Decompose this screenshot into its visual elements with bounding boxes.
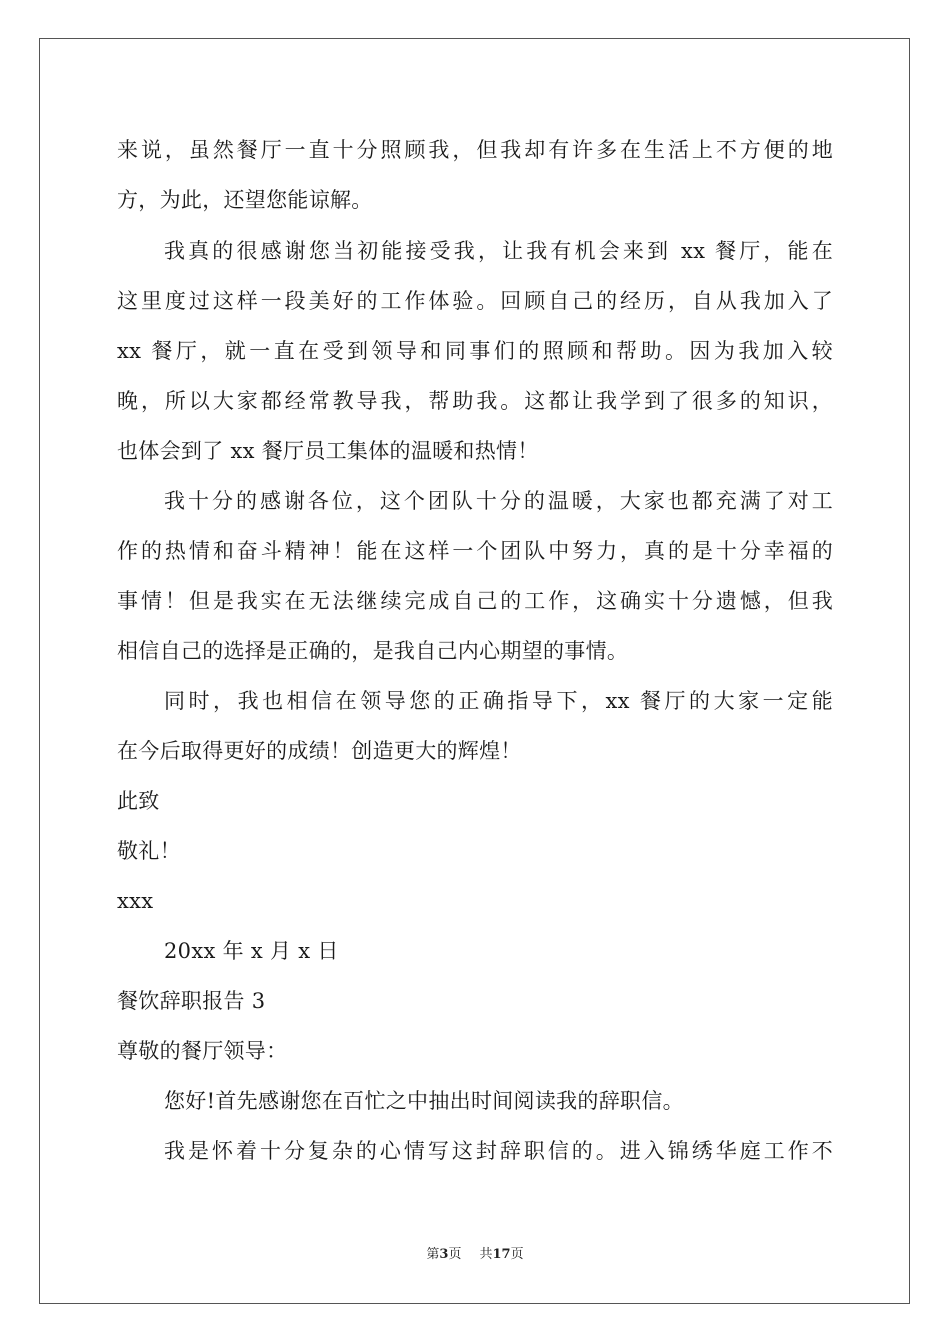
paragraph-start-line: 我十分的感谢各位，这个团队十分的温暖，大家也都充满了对工 — [164, 489, 833, 513]
page-label-suffix: 页 — [448, 1247, 462, 1262]
closing-salutation: 此致 — [117, 789, 160, 813]
text-line: 方，为此，还望您能谅解。 — [117, 188, 373, 212]
letter-greeting: 尊敬的餐厅领导： — [117, 1039, 288, 1063]
current-page-number: 3 — [439, 1247, 449, 1262]
text-line: xx 餐厅，就一直在受到领导和同事们的照顾和帮助。因为我加入较 — [117, 339, 833, 363]
text-line: 相信自己的选择是正确的，是我自己内心期望的事情。 — [117, 639, 629, 663]
page-footer — [0, 1246, 950, 1264]
text-line: 晚，所以大家都经常教导我，帮助我。这都让我学到了很多的知识， — [117, 389, 833, 413]
total-page-count: 17 — [492, 1247, 511, 1262]
text-line: 事情！但是我实在无法继续完成自己的工作，这确实十分遗憾，但我 — [117, 589, 833, 613]
signature-date: 20xx 年 x 月 x 日 — [164, 939, 339, 963]
page-label-prefix: 第 — [426, 1247, 440, 1262]
text-line: 在今后取得更好的成绩！创造更大的辉煌！ — [117, 739, 522, 763]
text-line: 来说，虽然餐厅一直十分照顾我，但我却有许多在生活上不方便的地 — [117, 138, 833, 162]
text-line: 作的热情和奋斗精神！能在这样一个团队中努力，真的是十分幸福的 — [117, 539, 833, 563]
paragraph-start-line: 同时，我也相信在领导您的正确指导下，xx 餐厅的大家一定能 — [164, 689, 833, 713]
paragraph-start-line: 您好!首先感谢您在百忙之中抽出时间阅读我的辞职信。 — [164, 1089, 684, 1113]
total-label-suffix: 页 — [510, 1247, 524, 1262]
text-line: 也体会到了 xx 餐厅员工集体的温暖和热情！ — [117, 439, 539, 463]
signature-name: xxx — [117, 889, 154, 913]
total-label-prefix: 共 — [479, 1247, 493, 1262]
paragraph-start-line: 我真的很感谢您当初能接受我，让我有机会来到 xx 餐厅，能在 — [164, 239, 833, 263]
section-title: 餐饮辞职报告 3 — [117, 989, 266, 1013]
closing-regards: 敬礼！ — [117, 839, 181, 863]
paragraph-start-line: 我是怀着十分复杂的心情写这封辞职信的。进入锦绣华庭工作不 — [164, 1139, 833, 1163]
text-line: 这里度过这样一段美好的工作体验。回顾自己的经历，自从我加入了 — [117, 289, 833, 313]
